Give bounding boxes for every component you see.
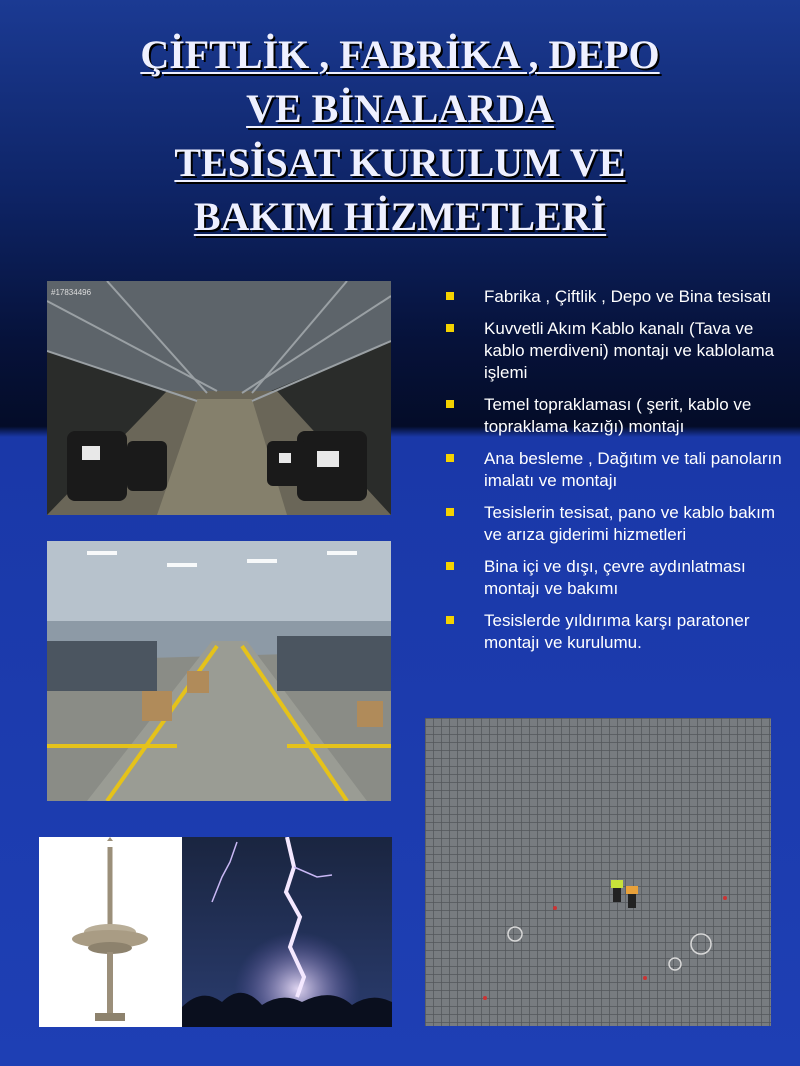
list-item [440, 556, 785, 600]
service-list [440, 286, 785, 664]
list-item-text: Fabrika , Çiftlik , Depo ve Bina tesisatı [484, 287, 772, 306]
title-line-1: ÇİFTLİK , FABRİKA , DEPO [140, 32, 660, 77]
bullet-square-icon [446, 454, 454, 462]
construction-site-photo [425, 718, 771, 1026]
list-item [440, 610, 785, 654]
list-item-text: Tesislerin tesisat, pano ve kablo bakım ve arıza giderimi hizmetleri [484, 503, 776, 544]
list-item [440, 502, 785, 546]
list-item-text: Tesislerde yıldırıma karşı paratoner montajı ve kurulumu. [484, 611, 750, 652]
bullet-square-icon [446, 400, 454, 408]
title-line-3: TESİSAT KURULUM VE [174, 140, 626, 185]
bullet-square-icon [446, 616, 454, 624]
list-item-text: Bina içi ve dışı, çevre aydınlatması montajı ve bakımı [484, 557, 746, 598]
bullet-square-icon [446, 292, 454, 300]
list-item-text: Kuvvetli Akım Kablo kanalı (Tava ve kablo merdiveni) montajı ve kablolama işlemi [484, 319, 775, 382]
title-line-2: VE BİNALARDA [246, 86, 554, 131]
factory-photo [47, 541, 391, 801]
bullet-square-icon [446, 562, 454, 570]
list-item [440, 448, 785, 492]
list-item-text: Ana besleme , Dağıtım ve tali panoların imalatı ve montajı [484, 449, 782, 490]
list-item [440, 394, 785, 438]
lightning-photo [182, 837, 392, 1027]
list-item [440, 318, 785, 384]
page-title [40, 28, 760, 244]
bullet-square-icon [446, 508, 454, 516]
lightning-rod-photo [39, 837, 182, 1027]
title-line-4: BAKIM HİZMETLERİ [193, 194, 607, 239]
list-item [440, 286, 785, 308]
barn-photo [47, 281, 391, 515]
list-item-text: Temel topraklaması ( şerit, kablo ve topraklama kazığı) montajı [484, 395, 752, 436]
bullet-square-icon [446, 324, 454, 332]
barn-watermark: #17834496 [51, 288, 92, 297]
